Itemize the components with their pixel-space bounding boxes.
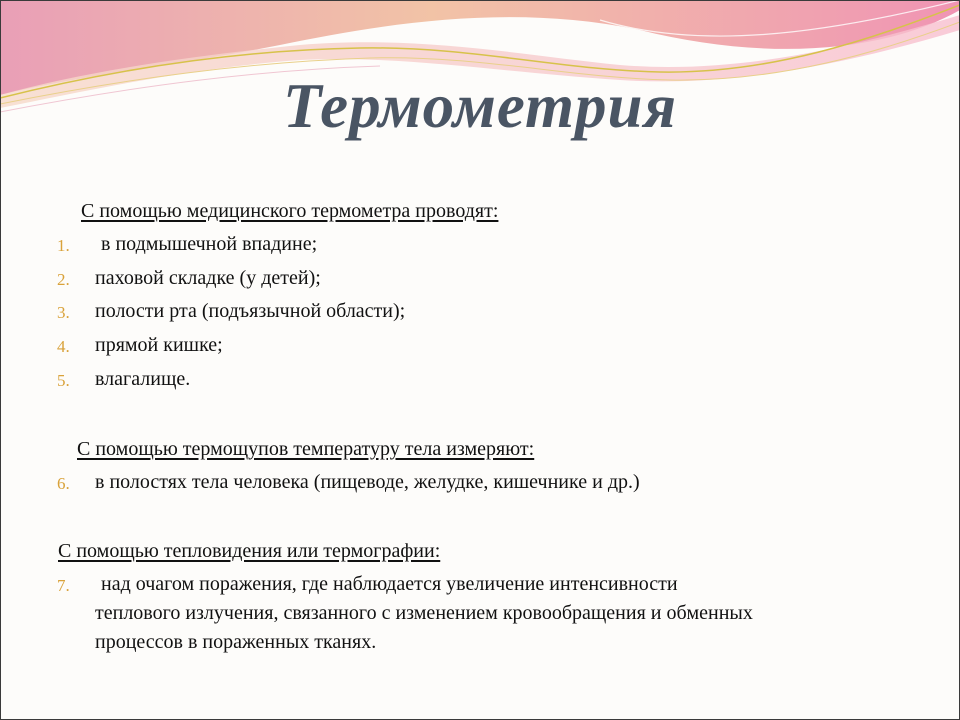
section-heading-thermography: С помощью тепловидения или термографии: <box>58 540 441 562</box>
list-item: паховой складке (у детей); <box>95 267 321 289</box>
list-item: влагалище. <box>95 368 191 390</box>
list-number: 2. <box>57 270 70 289</box>
list-number: 1. <box>57 236 70 255</box>
list-item: в подмышечной впадине; <box>101 233 318 255</box>
list-number: 3. <box>57 303 70 322</box>
list-item: полости рта (подъязычной области); <box>95 300 406 322</box>
list-item: прямой кишке; <box>95 334 223 356</box>
list-item-line: процессов в пораженных тканях. <box>95 631 377 653</box>
list-item-line: над очагом поражения, где наблюдается увеличение интенсивности <box>101 573 678 595</box>
list-number: 5. <box>57 371 70 390</box>
list-item: в полостях тела человека (пищеводе, желудке, кишечнике и др.) <box>95 471 640 493</box>
section-heading-thermometer: С помощью медицинского термометра проводят: <box>81 200 499 222</box>
slide-title: Термометрия <box>282 71 678 141</box>
list-number: 6. <box>57 474 70 493</box>
list-number: 4. <box>57 337 70 356</box>
list-item-line: теплового излучения, связанного с изменением кровообращения и обменных <box>95 602 753 624</box>
section-heading-thermoprobes: С помощью термощупов температуру тела измеряют: <box>77 438 535 460</box>
list-number: 7. <box>57 576 70 595</box>
